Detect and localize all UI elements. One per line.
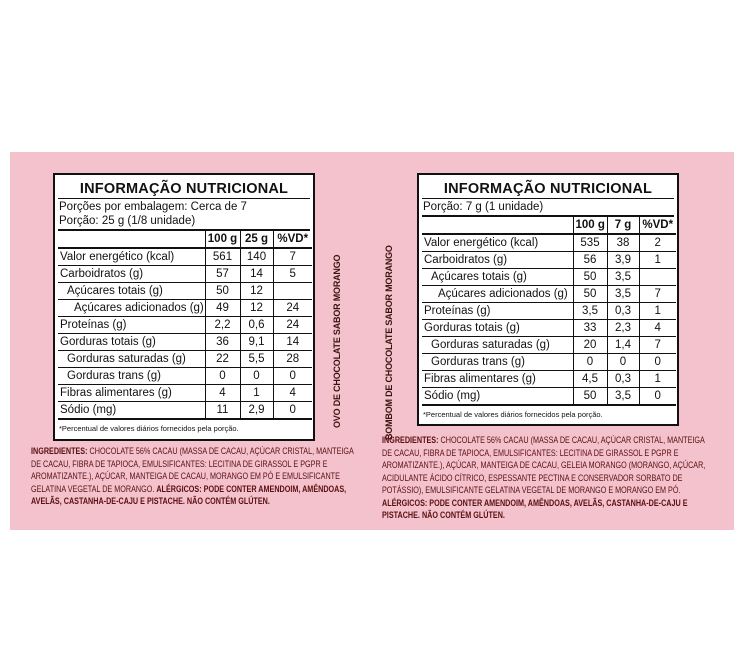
nutrient-value: 9,1 [240,334,273,351]
ingredients-label: INGREDIENTES: [382,435,439,445]
nutrient-value: 57 [205,266,240,283]
nutrient-value: 1 [639,371,676,388]
nutrient-value: 12 [240,283,273,300]
nutrient-value: 24 [273,300,312,317]
footnote: *Percentual de valores diários fornecidos pela porção. [423,410,603,419]
nutrient-name: Fibras alimentares (g) [422,371,573,388]
nutrient-name: Carboidratos (g) [58,266,205,283]
nutrient-name: Sódio (mg) [58,402,205,420]
side-caption-left: OVO DE CHOCOLATE SABOR MORANGO [332,254,342,428]
nutrient-value: 33 [573,320,607,337]
nutrient-value: 56 [573,252,607,269]
nutrient-value: 4 [639,320,676,337]
table-row [422,337,676,354]
table-row [58,248,312,266]
nutrient-name: Sódio (mg) [422,388,573,406]
nutrient-value: 3,9 [607,252,639,269]
nutrient-name: Açúcares totais (g) [422,269,573,286]
nutrient-value: 7 [273,248,312,266]
footnote: *Percentual de valores diários fornecidos pela porção. [59,424,239,433]
nutrient-value [639,269,676,286]
nutrition-panel-right [417,173,679,426]
nutrition-title: INFORMAÇÃO NUTRICIONAL [422,175,674,199]
portions-per-package: Porções por embalagem: Cerca de 7 [59,201,247,213]
table-row [422,388,676,406]
nutrient-value: 50 [205,283,240,300]
nutrient-value: 50 [573,286,607,303]
nutrient-value: 1,4 [607,337,639,354]
table-row [58,368,312,385]
nutrient-value: 535 [573,234,607,252]
nutrient-value: 0 [639,354,676,371]
nutrient-name: Gorduras totais (g) [58,334,205,351]
nutrient-value: 3,5 [607,269,639,286]
nutrient-value: 0 [205,368,240,385]
nutrient-value: 0 [607,354,639,371]
nutrient-value: 5 [273,266,312,283]
nutrient-value: 0 [639,388,676,406]
nutrient-value [273,283,312,300]
column-header: %VD* [273,231,312,248]
nutrient-value: 7 [639,286,676,303]
nutrient-name: Açúcares adicionados (g) [422,286,573,303]
ingredients-right [382,434,710,522]
nutrient-value: 1 [639,252,676,269]
nutrient-name: Valor energético (kcal) [422,234,573,252]
nutrient-name: Proteínas (g) [422,303,573,320]
nutrient-name: Gorduras saturadas (g) [58,351,205,368]
nutrient-value: 24 [273,317,312,334]
nutrient-value: 1 [639,303,676,320]
nutrient-value: 4,5 [573,371,607,388]
nutrient-value: 22 [205,351,240,368]
header-blank [58,231,205,248]
nutrient-name: Fibras alimentares (g) [58,385,205,402]
nutrient-value: 28 [273,351,312,368]
nutrient-value: 561 [205,248,240,266]
column-header: 100 g [573,217,607,234]
table-row [58,402,312,420]
portion-size: Porção: 25 g (1/8 unidade) [58,213,310,231]
column-header: %VD* [639,217,676,234]
nutrition-table [58,231,312,420]
nutrient-value: 11 [205,402,240,420]
allergens-text: PODE CONTER AMENDOIM, AMÊNDOAS, AVELÃS, CASTANHA-DE-CAJU E PISTACHE. [382,497,688,520]
allergens-text: PODE CONTER AMENDOIM, AMÊNDOAS, AVELÃS, CASTANHA-DE-CAJU E PISTACHE. [31,483,347,506]
side-caption-right: BOMBOM DE CHOCOLATE SABOR MORANGO [384,245,394,440]
gluten-statement: NÃO CONTÉM GLÚTEN. [421,510,505,520]
ingredients-label: INGREDIENTES: [31,446,88,456]
table-row [422,234,676,252]
nutrient-value: 49 [205,300,240,317]
nutrient-value: 50 [573,269,607,286]
ingredients-text: CHOCOLATE 56% CACAU (MASSA DE CACAU, AÇÚCAR CRISTAL, MANTEIGA DE CACAU, FIBRA DE TAPIOCA, EMULSIFICANTES: LECITINA DE GIRASSOL E PGPR E AROMATIZANTE.), AÇÚCAR, MANTEIGA DE CACAU, MORANGO EM PÓ E EMULSIFICANTE GELATINA VEGETAL DE MORANGO. [31,446,354,494]
column-header: 25 g [240,231,273,248]
table-header-row [58,231,312,248]
nutrient-value: 5,5 [240,351,273,368]
nutrient-value: 36 [205,334,240,351]
column-header: 100 g [205,231,240,248]
nutrient-value: 14 [240,266,273,283]
nutrient-value: 140 [240,248,273,266]
header-blank [422,217,573,234]
nutrient-name: Gorduras saturadas (g) [422,337,573,354]
table-row [58,334,312,351]
nutrient-value: 0 [240,368,273,385]
nutrient-name: Proteínas (g) [58,317,205,334]
nutrient-value: 14 [273,334,312,351]
nutrient-value: 2,9 [240,402,273,420]
column-header: 7 g [607,217,639,234]
nutrient-value: 3,5 [607,286,639,303]
table-row [58,300,312,317]
nutrient-value: 0 [273,368,312,385]
table-row [58,266,312,283]
portion-size: Porção: 7 g (1 unidade) [422,199,674,217]
nutrient-value: 4 [205,385,240,402]
table-header-row [422,217,676,234]
nutrient-value: 0 [273,402,312,420]
table-row [58,317,312,334]
nutrient-name: Gorduras totais (g) [422,320,573,337]
nutrient-value: 38 [607,234,639,252]
nutrient-value: 2,2 [205,317,240,334]
nutrient-value: 3,5 [573,303,607,320]
nutrient-value: 3,5 [607,388,639,406]
nutrition-panel-left [53,173,315,441]
nutrient-value: 0,6 [240,317,273,334]
table-row [422,286,676,303]
nutrient-value: 0,3 [607,303,639,320]
allergens-label: ALÉRGICOS: [156,483,202,494]
ingredients-left [31,445,359,508]
nutrient-value: 20 [573,337,607,354]
nutrient-value: 50 [573,388,607,406]
table-row [422,354,676,371]
nutrient-value: 12 [240,300,273,317]
table-row [58,283,312,300]
table-row [422,252,676,269]
nutrient-value: 0 [573,354,607,371]
table-row [58,385,312,402]
table-row [422,269,676,286]
nutrient-value: 0,3 [607,371,639,388]
nutrient-value: 7 [639,337,676,354]
allergens-label: ALÉRGICOS: [382,497,428,508]
table-row [422,303,676,320]
nutrient-name: Gorduras trans (g) [422,354,573,371]
nutrition-table [422,217,676,406]
nutrient-name: Açúcares totais (g) [58,283,205,300]
nutrition-title: INFORMAÇÃO NUTRICIONAL [58,175,310,199]
table-row [58,351,312,368]
nutrient-name: Gorduras trans (g) [58,368,205,385]
nutrient-name: Carboidratos (g) [422,252,573,269]
nutrient-value: 2,3 [607,320,639,337]
table-row [422,371,676,388]
nutrient-value: 4 [273,385,312,402]
ingredients-text: CHOCOLATE 56% CACAU (MASSA DE CACAU, AÇÚCAR CRISTAL, MANTEIGA DE CACAU, FIBRA DE TAPIOCA, EMULSIFICANTES: LECITINA DE GIRASSOL E PGPR E AROMATIZANTE.), AÇÚCAR, MANTEIGA DE CACAU, GELEIA MORANGO (MORANGO, AÇÚCAR, ACIDULANTE ÁCIDO CÍTRICO, ESPESSANTE PECTINA E CONSERVADOR SORBATO DE POTÁSSIO), EMULSIFICANTE GELATINA VEGETAL DE MORANGO E MORANGO EM PÓ. [382,435,706,495]
nutrient-value: 1 [240,385,273,402]
nutrient-value: 2 [639,234,676,252]
gluten-statement: NÃO CONTÉM GLÚTEN. [186,496,270,506]
nutrient-name: Açúcares adicionados (g) [58,300,205,317]
nutrient-name: Valor energético (kcal) [58,248,205,266]
table-row [422,320,676,337]
